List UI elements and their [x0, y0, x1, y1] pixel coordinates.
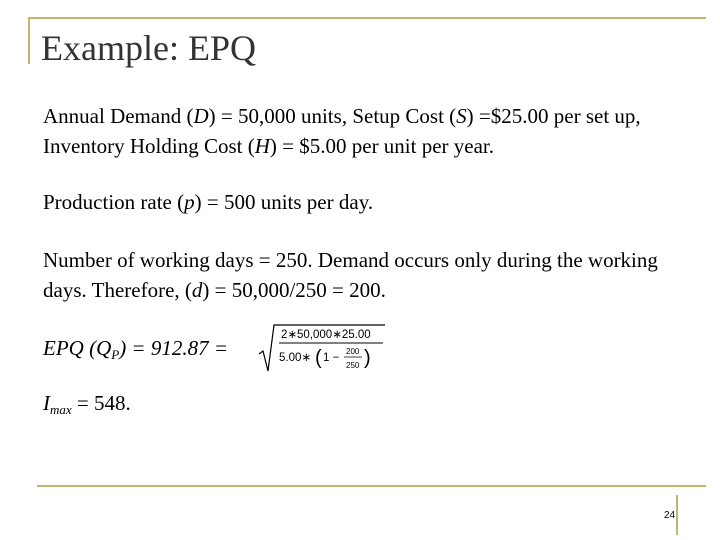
paragraph-demand-costs	[43, 101, 693, 161]
text-segment: ) = $5.00 per unit per year.	[269, 134, 495, 158]
text-segment: ) =$25.00 per set up, Inventory Holding Cost (	[43, 104, 641, 158]
epq-formula	[257, 324, 387, 374]
formula-numerator: 2∗50,000∗25.00	[281, 329, 371, 341]
epq-label	[43, 336, 228, 360]
text-segment: ) = 50,000 units, Setup Cost (	[208, 104, 457, 128]
paren-open: (	[315, 347, 322, 369]
imax-subscript	[50, 402, 72, 417]
epq-label-text: EPQ (Q	[43, 336, 112, 360]
imax-symbol: I	[43, 391, 50, 415]
epq-subscript: P	[111, 347, 120, 362]
symbol-p: p	[184, 190, 195, 214]
paragraph-production-rate	[43, 187, 693, 217]
text-segment: Number of working days = 250. Demand occurs only during the working days. Therefore, (	[43, 248, 658, 302]
slide-title: Example: EPQ	[41, 28, 256, 68]
frame-right-rule	[676, 495, 678, 535]
paren-close: )	[364, 347, 371, 369]
symbol-D: D	[193, 104, 209, 128]
imax-value: = 548.	[71, 391, 131, 415]
frame-bottom-rule	[37, 485, 706, 487]
epq-value: ) = 912.87 =	[119, 336, 229, 360]
epq-formula-graphic	[257, 324, 387, 374]
paragraph-working-days	[43, 245, 693, 305]
imax-subscript-text: max	[50, 402, 72, 417]
symbol-S: S	[456, 104, 467, 128]
frame-left-rule	[28, 17, 30, 64]
formula-inner-numerator: 200	[346, 347, 360, 356]
formula-inner-denominator: 250	[346, 361, 360, 370]
symbol-H: H	[254, 134, 270, 158]
formula-one-minus: 1 −	[323, 352, 340, 364]
text-segment: Production rate (	[43, 190, 185, 214]
formula-denominator-left: 5.00∗	[279, 352, 312, 364]
symbol-d: d	[191, 278, 203, 302]
paragraph-imax	[43, 388, 693, 425]
text-segment: ) = 50,000/250 = 200.	[202, 278, 386, 302]
page-number: 24	[664, 510, 676, 521]
text-segment: ) = 500 units per day.	[194, 190, 374, 214]
text-segment: Annual Demand (	[43, 104, 194, 128]
frame-top-rule	[28, 17, 706, 19]
